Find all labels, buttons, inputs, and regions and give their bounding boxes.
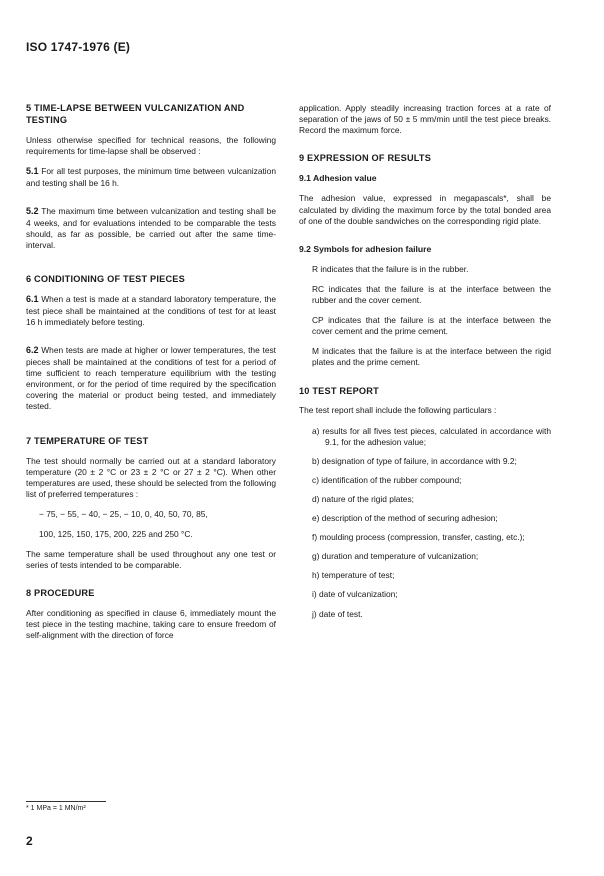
clause-5-2 xyxy=(26,206,276,251)
list-item: h) temperature of test; xyxy=(312,570,395,581)
clause-5-1 xyxy=(26,166,276,189)
section-5-intro: Unless otherwise specified for technical reasons, the following requirements for time-lapse shall be observed : xyxy=(26,134,276,156)
clause-6-1-text: When a test is made at a standard laboratory temperature, the test piece shall be maintained at the conditions of test for at least 16 h immediately before testing. xyxy=(26,294,276,328)
clause-9-1-heading: 9.1 Adhesion value xyxy=(299,173,377,184)
section-5-heading: 5 TIME-LAPSE BETWEEN VULCANIZATION AND TESTING xyxy=(26,103,245,125)
clause-9-2-heading: 9.2 Symbols for adhesion failure xyxy=(299,243,432,254)
footnote-divider xyxy=(26,801,106,802)
list-item: j) date of test. xyxy=(312,608,363,619)
clause-6-1-number: 6.1 xyxy=(26,294,39,305)
section-7-text: The test should normally be carried out at a standard laboratory temperature (20 ± 2 °C or 23 ± 2 °C or 27 ± 2 °C). When other temperatures are used, these should be selected from the following list of preferred temperatures : xyxy=(26,455,276,499)
temperature-list-line-1: − 75, − 55, − 40, − 25, − 10, 0, 40, 50, 70, 85, xyxy=(39,508,208,519)
report-items-list xyxy=(299,426,551,620)
clause-5-1-text: For all test purposes, the minimum time between vulcanization and testing shall be 16 h. xyxy=(26,166,276,188)
clause-6-2-text: When tests are made at higher or lower temperatures, the test pieces shall be maintained at the conditions of test for a period of time sufficient to reach temperature equilibrium with the testing environment, or for the period of time required by the specification covering the material or product being tested, and immediately tested. xyxy=(26,345,276,412)
section-8-continued: application. Apply steadily increasing traction forces at a rate of separation of the jaws of 50 ± 5 mm/min until the test piece breaks. Record the maximum force. xyxy=(299,103,551,136)
list-item: c) identification of the rubber compound; xyxy=(312,474,462,485)
list-item: e) description of the method of securing adhesion; xyxy=(312,513,498,524)
right-column xyxy=(299,103,551,628)
section-6-heading: 6 CONDITIONING OF TEST PIECES xyxy=(26,274,185,285)
section-7-heading: 7 TEMPERATURE OF TEST xyxy=(26,435,149,446)
clause-6-1 xyxy=(26,294,276,328)
clause-5-1-number: 5.1 xyxy=(26,166,39,177)
symbol-r: R indicates that the failure is in the rubber. xyxy=(312,263,469,274)
page-number: 2 xyxy=(26,834,33,848)
list-item: i) date of vulcanization; xyxy=(312,589,398,600)
temperature-list-line-2: 100, 125, 150, 175, 200, 225 and 250 °C. xyxy=(39,529,193,539)
document-header: ISO 1747-1976 (E) xyxy=(26,40,131,54)
symbol-cp: CP indicates that the failure is at the interface between the cover cement and the prime cement. xyxy=(312,315,551,337)
section-8-text: After conditioning as specified in clause 6, immediately mount the test piece in the testing machine, taking care to ensure freedom of self-alignment with the direction of force xyxy=(26,608,276,641)
list-item: a) results for all fives test pieces, calculated in accordance with 9.1, for the adhesion value; xyxy=(312,425,551,447)
clause-5-2-number: 5.2 xyxy=(26,206,39,217)
clause-5-2-text: The maximum time between vulcanization and testing shall be 4 weeks, and for evaluations intended to be comparable the tests should, as far as possible, be carried out after the same time-interval. xyxy=(26,206,276,251)
section-9-heading: 9 EXPRESSION OF RESULTS xyxy=(299,153,432,164)
list-item: b) designation of type of failure, in accordance with 9.2; xyxy=(312,455,517,466)
list-item: d) nature of the rigid plates; xyxy=(312,493,414,504)
section-10-intro: The test report shall include the following particulars : xyxy=(299,405,497,416)
section-8-heading: 8 PROCEDURE xyxy=(26,588,95,599)
footnote: * 1 MPa = 1 MN/m² xyxy=(26,805,86,812)
clause-9-1-text: The adhesion value, expressed in megapascals*, shall be calculated by dividing the maximum force by the total bonded area of one of the double sandwiches on the corresponding rigid plate. xyxy=(299,193,551,226)
section-7-comparability: The same temperature shall be used throughout any one test or series of tests intended to be comparable. xyxy=(26,549,276,571)
clause-6-2-number: 6.2 xyxy=(26,345,39,356)
symbol-rc: RC indicates that the failure is at the interface between the rubber and the cover cement. xyxy=(312,283,551,306)
symbol-m: M indicates that the failure is at the interface between the rigid plates and the prime cement. xyxy=(312,346,551,368)
list-item: f) moulding process (compression, transfer, casting, etc.); xyxy=(312,532,525,543)
clause-6-2 xyxy=(26,345,276,412)
left-column xyxy=(26,103,276,651)
section-10-heading: 10 TEST REPORT xyxy=(299,385,379,396)
list-item: g) duration and temperature of vulcanization; xyxy=(312,551,479,562)
